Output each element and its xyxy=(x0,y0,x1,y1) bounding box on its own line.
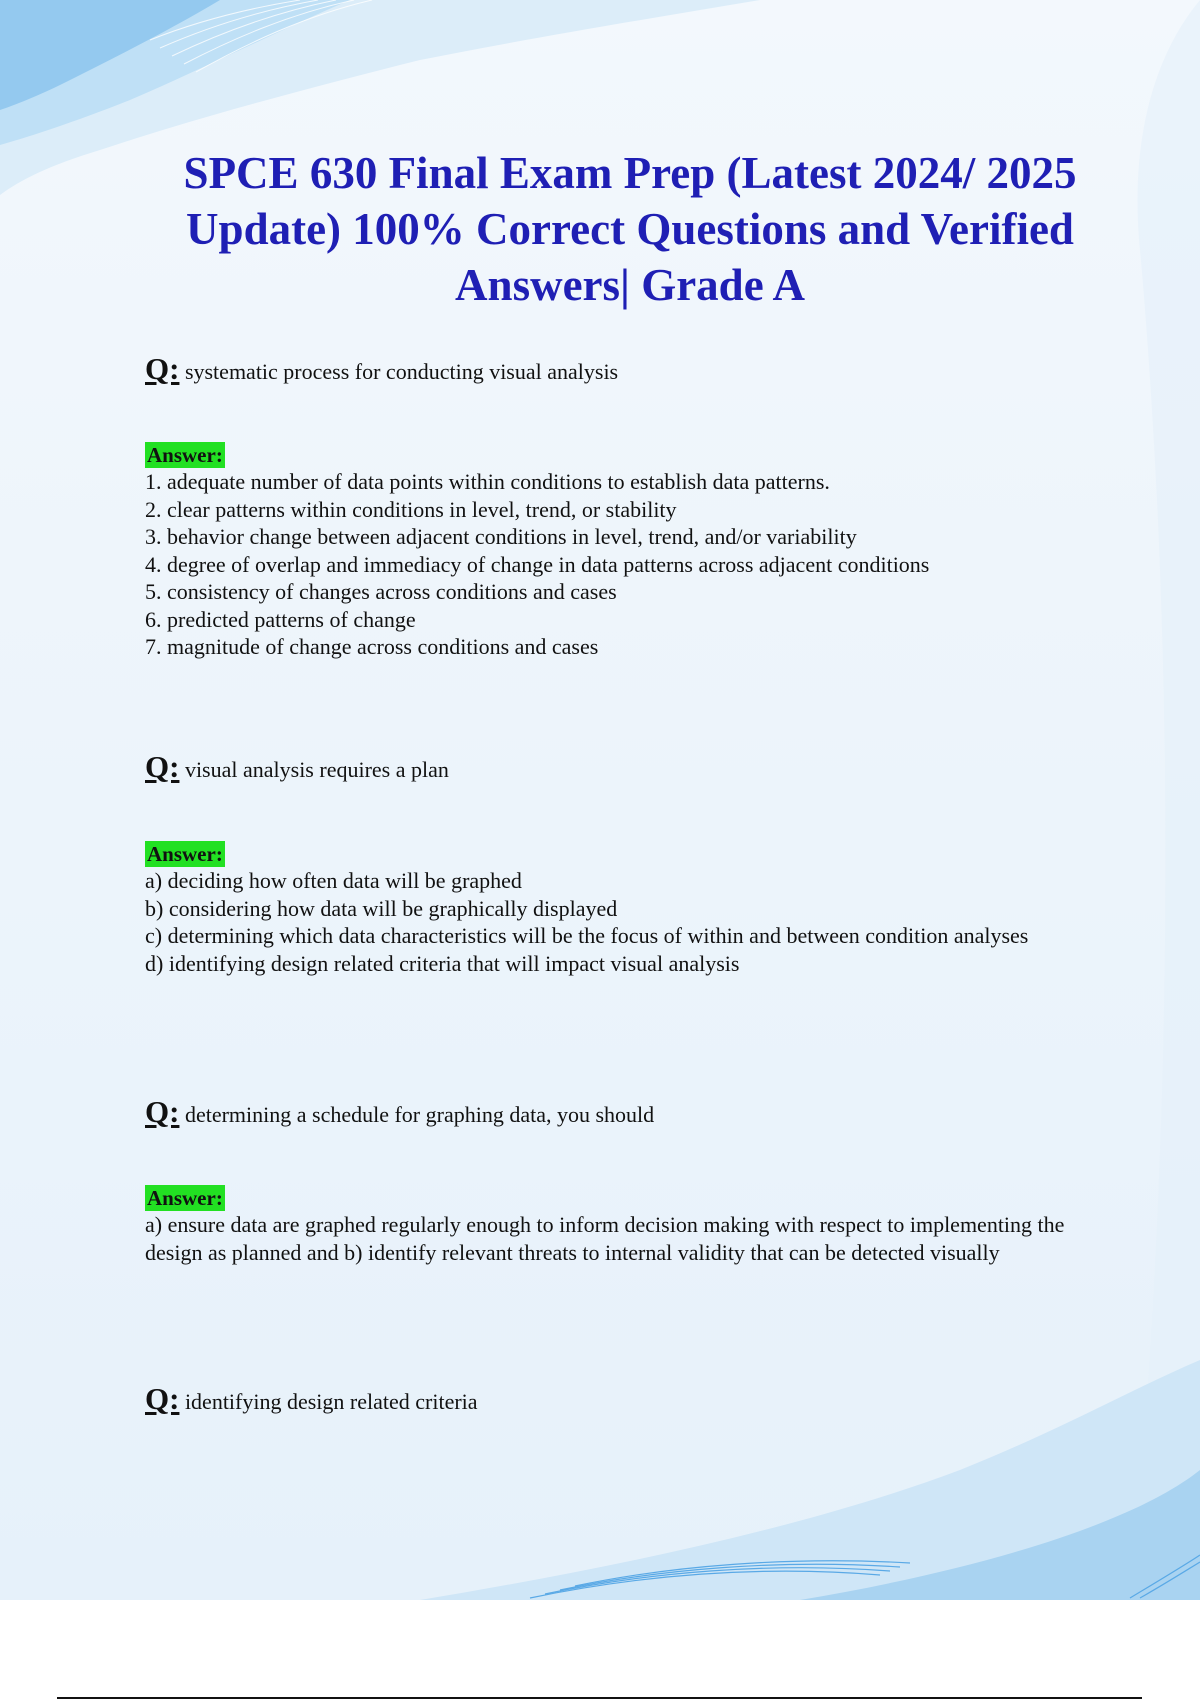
answer-label: Answer: xyxy=(147,1186,223,1210)
answer-label: Answer: xyxy=(147,842,223,866)
list-item: 5. consistency of changes across conditions and cases xyxy=(145,579,617,604)
question-2 xyxy=(145,749,1075,784)
answer-2 xyxy=(145,841,1075,977)
answer-text: a) ensure data are graphed regularly enough to inform decision making with respect to implementing the design as planned and b) identify relevant threats to internal validity that can be detected visually xyxy=(145,1212,1065,1265)
answer-label: Answer: xyxy=(147,443,223,467)
question-label: Q: xyxy=(145,749,180,784)
question-3 xyxy=(145,1094,1075,1129)
question-1 xyxy=(145,351,1075,386)
question-label: Q: xyxy=(145,1094,180,1129)
list-item: 4. degree of overlap and immediacy of change in data patterns across adjacent conditions xyxy=(145,551,930,577)
list-item: 3. behavior change between adjacent conditions in level, trend, and/or variability xyxy=(145,524,857,549)
list-item: 2. clear patterns within conditions in level, trend, or stability xyxy=(145,496,677,522)
answer-1 xyxy=(145,442,1075,661)
list-item: 1. adequate number of data points within conditions to establish data patterns. xyxy=(145,469,830,494)
answer-list xyxy=(145,867,1075,977)
list-item: 6. predicted patterns of change xyxy=(145,606,416,632)
list-item: a) deciding how often data will be graphed xyxy=(145,868,522,893)
list-item: d) identifying design related criteria that will impact visual analysis xyxy=(145,950,740,976)
footer-divider xyxy=(57,1697,1142,1699)
question-label: Q: xyxy=(145,1381,180,1416)
question-label: Q: xyxy=(145,351,180,386)
question-text: visual analysis requires a plan xyxy=(184,757,449,782)
question-4 xyxy=(145,1381,1075,1416)
list-item: c) determining which data characteristics will be the focus of within and between condition analyses xyxy=(145,923,1029,948)
answer-3 xyxy=(145,1185,1075,1266)
list-item: b) considering how data will be graphically displayed xyxy=(145,895,618,921)
question-text: identifying design related criteria xyxy=(184,1389,478,1414)
document-title: SPCE 630 Final Exam Prep (Latest 2024/ 2025 Update) 100% Correct Questions and Verified Answers| Grade A xyxy=(183,148,1077,310)
question-text: determining a schedule for graphing data, you should xyxy=(184,1102,655,1127)
list-item: 7. magnitude of change across conditions and cases xyxy=(145,634,599,659)
answer-list xyxy=(145,468,1075,661)
question-text: systematic process for conducting visual analysis xyxy=(184,359,619,384)
